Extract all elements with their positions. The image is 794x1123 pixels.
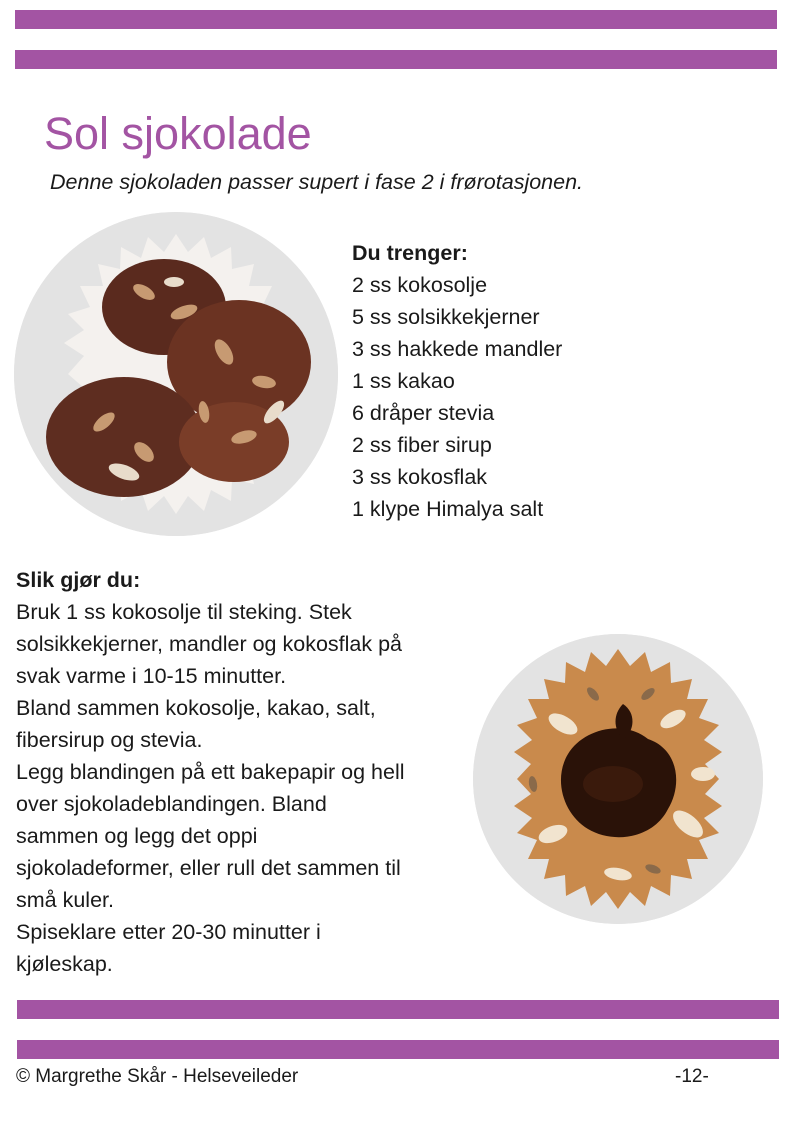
instruction-line: solsikkekjerner, mandler og kokosflak på [16,632,402,656]
chocolate-mixture-photo [473,634,763,924]
instruction-line: Spiseklare etter 20-30 minutter i [16,920,321,944]
ingredient-item: 6 dråper stevia [352,401,495,425]
ingredient-item: 3 ss kokosflak [352,465,488,489]
ingredient-item: 1 klype Himalya salt [352,497,544,521]
instruction-line: Bland sammen kokosolje, kakao, salt, [16,696,376,720]
instructions-block [16,564,456,980]
bottom-bar-2 [17,1040,779,1059]
ingredient-item: 1 ss kakao [352,369,455,393]
ingredient-item: 3 ss hakkede mandler [352,337,563,361]
ingredients-list [352,237,562,525]
bottom-bar-1 [17,1000,779,1019]
instruction-line: sammen og legg det oppi [16,824,258,848]
chocolate-clusters-photo [14,212,338,536]
ingredient-item: 5 ss solsikkekjerner [352,305,540,329]
top-bar-1 [15,10,777,29]
instruction-line: små kuler. [16,888,114,912]
instructions-heading: Slik gjør du: [16,568,141,592]
ingredients-heading: Du trenger: [352,241,468,265]
ingredient-item: 2 ss fiber sirup [352,433,492,457]
instruction-line: kjøleskap. [16,952,113,976]
instruction-line: svak varme i 10-15 minutter. [16,664,287,688]
page-number: -12- [675,1066,709,1087]
instruction-line: Bruk 1 ss kokosolje til steking. Stek [16,600,352,624]
page-title: Sol sjokolade [44,108,312,159]
top-bar-2 [15,50,777,69]
instruction-line: over sjokoladeblandingen. Bland [16,792,327,816]
ingredient-item: 2 ss kokosolje [352,273,488,297]
page-subtitle: Denne sjokoladen passer supert i fase 2 i frørotasjonen. [50,170,584,194]
footer-copyright: © Margrethe Skår - Helseveileder [16,1066,299,1087]
instruction-line: fibersirup og stevia. [16,728,203,752]
instruction-line: sjokoladeformer, eller rull det sammen til [16,856,401,880]
instruction-line: Legg blandingen på ett bakepapir og hell [16,760,405,784]
